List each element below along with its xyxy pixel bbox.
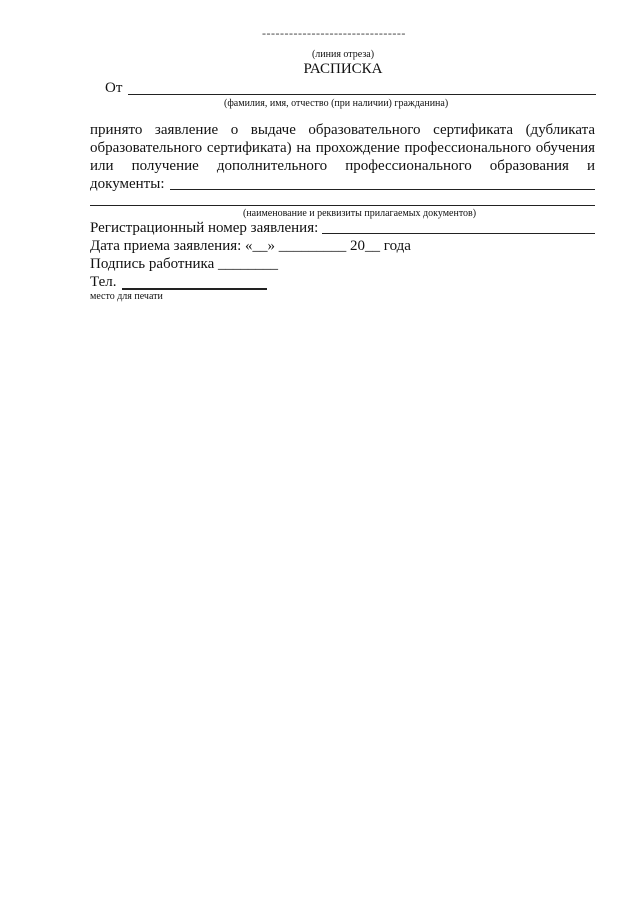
body-text: принято заявление о выдаче образовательного сертификата (дубликата образовательного сертификата) на прохождение профессионального обучения или получение дополнительного профессионального образования и документы: xyxy=(90,122,595,192)
application-date: Дата приема заявления: «__» _________ 20__ года xyxy=(90,238,411,254)
documents-field-line xyxy=(170,189,595,190)
from-name-caption: (фамилия, имя, отчество (при наличии) гражданина) xyxy=(224,98,449,109)
documents-caption: (наименование и реквизиты прилагаемых документов) xyxy=(243,208,477,219)
stamp-place-caption: место для печати xyxy=(90,291,163,302)
from-name-field-line xyxy=(128,94,596,95)
document-title: РАСПИСКА xyxy=(303,61,383,77)
cut-line-caption: (линия отреза) xyxy=(311,49,375,60)
from-label: От xyxy=(105,80,123,96)
cut-line: -------------------------------- xyxy=(262,26,406,40)
employee-signature: Подпись работника ________ xyxy=(90,256,279,272)
documents-field-line-2 xyxy=(90,205,595,206)
registration-number-field-line xyxy=(322,233,595,234)
phone-field-line xyxy=(122,288,267,290)
phone-label: Тел. xyxy=(90,274,117,290)
registration-number-label: Регистрационный номер заявления: xyxy=(90,220,319,236)
